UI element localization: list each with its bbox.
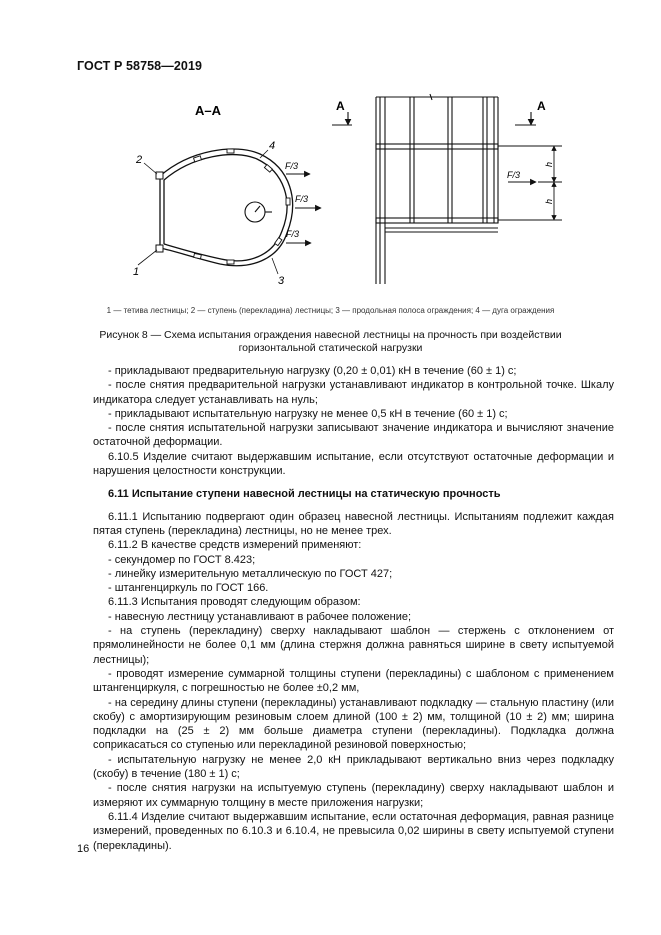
paragraph: 6.11.4 Изделие считают выдержавшим испытание, если остаточная деформация, равная разнице измерений, проведенных по 6.10.3 и 6.10.4, не превысила 0,02 ширины в свету испытуемой ступени (перекладины). [93,810,614,852]
h-label-lower: h [544,198,554,204]
paragraph: - после снятия предварительной нагрузки устанавливают индикатор в контрольной точке. Шкалу индикатора следует устанавливать на нуль; [93,379,614,406]
section-marker-left: А [336,99,345,113]
force-label-1: F/3 [285,161,299,171]
h-label-upper: h [544,161,554,167]
dial-indicator-icon [245,202,272,222]
section-marker-right: А [537,99,546,113]
figure-8-diagram [100,88,570,296]
force-label-elevation: F/3 [507,170,521,180]
callout-4: 4 [269,140,276,152]
paragraph: - штангенциркуль по ГОСТ 166. [108,582,269,595]
callout-3: 3 [278,275,285,287]
body-text [93,364,614,853]
section-title: А–А [194,103,222,118]
paragraph: - после снятия нагрузки на испытуемую ступень (перекладину) сверху накладывают шаблон и измеряют их суммарную толщину в месте приложения нагрузки; [93,782,614,809]
paragraph: - прикладывают испытательную нагрузку не менее 0,5 кН в течение (60 ± 1) с; [108,407,508,420]
paragraph: 6.10.5 Изделие считают выдержавшим испытание, если отсутствуют остаточные деформации и нарушения целостности конструкции. [93,450,614,478]
standard-header: ГОСТ Р 58758—2019 [77,59,203,73]
paragraph: - после снятия испытательной нагрузки записывают значение индикатора и вычисляют значение остаточной деформации. [93,422,614,449]
paragraph: - секундомер по ГОСТ 8.423; [108,553,256,566]
figure-legend: 1 — тетива лестницы; 2 — ступень (перекладина) лестницы; 3 — продольная полоса ограждения; 4 — дуга ограждения [106,306,555,315]
paragraph: 6.11.3 Испытания проводят следующим образом: [108,596,361,609]
ladder-elevation [376,94,498,284]
callout-2: 2 [136,154,143,166]
caption-line-1: Рисунок 8 — Схема испытания ограждения навесной лестницы на прочность при воздействии [99,329,562,341]
longitudinal-strips [194,149,290,264]
paragraph: - испытательную нагрузку не менее 2,0 кН прикладывают вертикально вниз через подкладку (скобу) в течение (180 ± 1) с; [93,753,614,781]
dimension-h [498,146,562,220]
paragraph: - линейку измерительную металлическую по ГОСТ 427; [108,567,393,580]
caption-line-2: горизонтальной статической нагрузки [238,342,423,354]
paragraph: - на середину длины ступени (перекладины) устанавливают подкладку — стальную пластину (или скобу) с амортизирующим резиновым слоем длиной (100 ± 2) мм, толщиной (10 ± 2) мм; ширина подкладки на (25 ± 2) мм больше диаметра ступени (перекладины). Подкладка должна соприкасаться со ступенью или перекладиной резиновой поверхностью; [93,696,614,752]
figure-caption [60,329,601,355]
force-label-2: F/3 [295,194,309,204]
paragraph: - прикладывают предварительную нагрузку (0,20 ± 0,01) кН в течение (60 ± 1) с; [108,365,517,377]
paragraph: - проводят измерение суммарной толщины ступени (перекладины) с шаблоном с применением штангенциркуля, с погрешностью не более ±0,2 мм, [93,667,614,695]
callout-1: 1 [133,266,140,278]
force-label-3: F/3 [286,229,300,239]
paragraph: 6.11.1 Испытанию подвергают один образец навесной лестницы. Испытаниям подлежит каждая пятая ступень (перекладина) лестницы, но не менее трех. [93,510,614,537]
paragraph: 6.11.2 В качестве средств измерений применяют: [108,539,362,552]
section-heading: 6.11 Испытание ступени навесной лестницы на статическую прочность [108,488,501,501]
section-cut-arrows [332,112,536,125]
stringer-bottom [156,245,163,252]
stringer-top [156,172,163,179]
paragraph: - на ступень (перекладину) сверху накладывают шаблон — стержень с отклонением от прямолинейности не более 0,1 мм (длина стержня должна равняться ширине в свету испытуемой лестницы); [93,625,614,666]
enclosure-arc [160,149,293,266]
paragraph: - навесную лестницу устанавливают в рабочее положение; [108,610,412,623]
page-number: 16 [77,843,90,855]
